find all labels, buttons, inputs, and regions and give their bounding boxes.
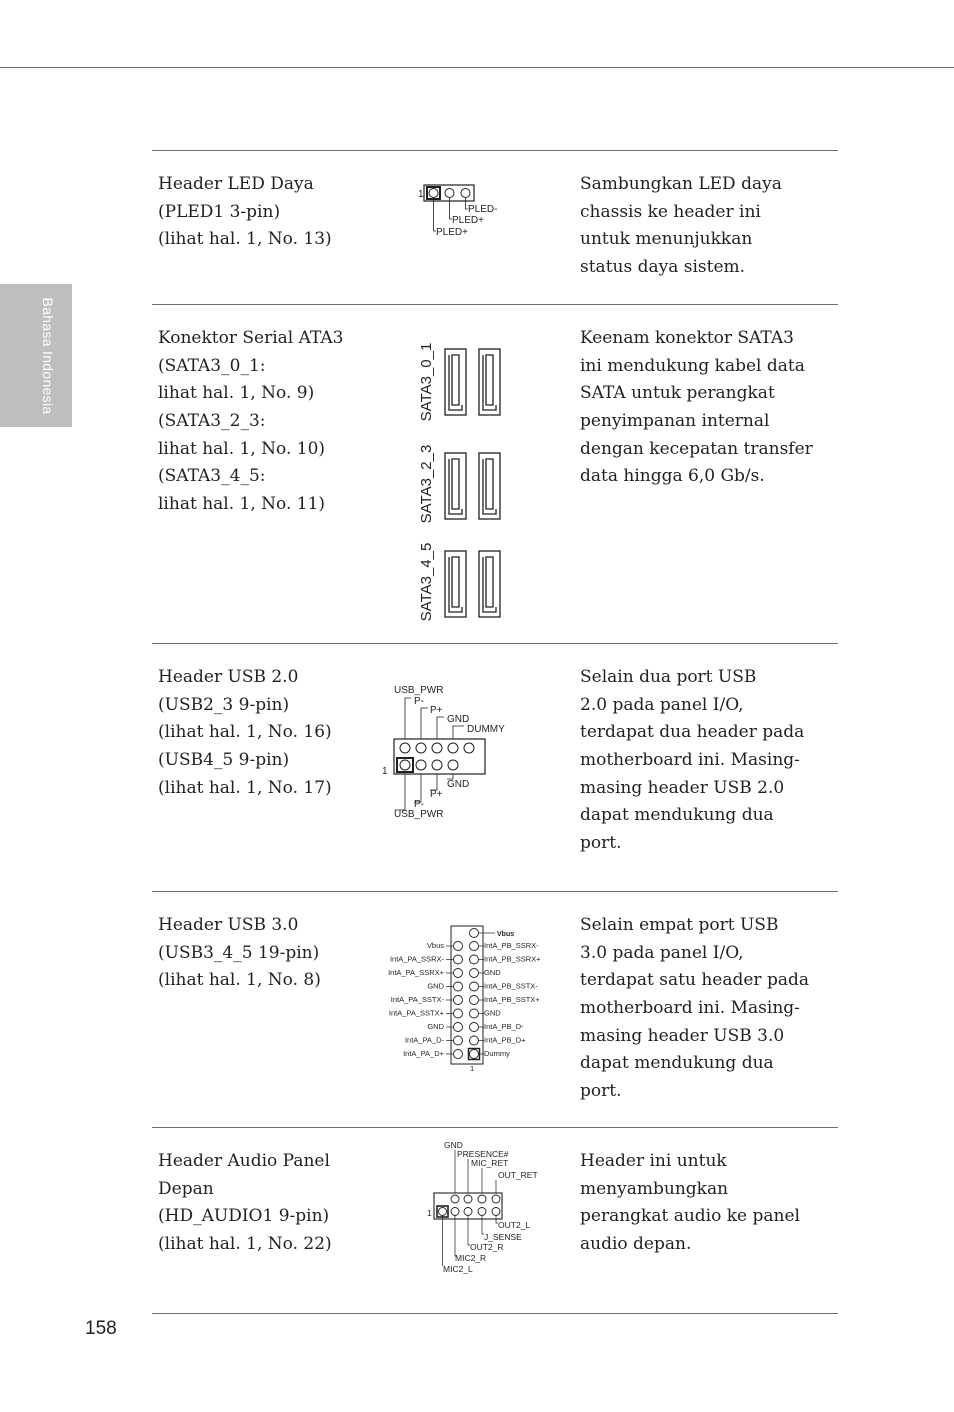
audio-diagram xyxy=(424,1136,544,1276)
pled-plus-label: PLED+ xyxy=(452,215,484,226)
usb2-description: Selain dua port USB 2.0 pada panel I/O, terdapat dua header pada motherboard ini. Masing- masing header USB 2.0 dapat mendukung dua port. xyxy=(580,667,805,854)
page-number: 158 xyxy=(85,1318,117,1339)
side-tab xyxy=(0,284,72,427)
p-plus-top-label: P+ xyxy=(430,705,443,716)
mic2-l-label: MIC2_L xyxy=(443,1264,473,1274)
p-minus-top-label: P- xyxy=(414,696,424,707)
usb3-left-pin-label: GND xyxy=(427,1022,444,1031)
audio-title: Header Audio Panel Depan (HD_AUDIO1 9-pin) (lihat hal. 1, No. 22) xyxy=(158,1151,332,1255)
sata3-2-3-label: SATA3_2_3 xyxy=(418,444,435,524)
usb2-diagram xyxy=(378,680,518,825)
side-tab-label: Bahasa Indonesia xyxy=(40,297,56,415)
usb3-right-pin-label: Dummy xyxy=(484,1049,510,1058)
sata-port-group xyxy=(445,453,500,519)
dummy-top-label: DUMMY xyxy=(467,724,505,735)
usb3-right-pin-label: IntA_PB_D- xyxy=(484,1022,524,1031)
sata-diagram xyxy=(412,334,512,634)
sata-port-group xyxy=(445,551,500,617)
p-minus-bottom-label: P- xyxy=(414,799,424,810)
pin1-label: 1 xyxy=(382,766,388,777)
usb3-right-pin-label: IntA_PB_SSRX+ xyxy=(484,954,541,964)
mic2-r-label: MIC2_R xyxy=(455,1253,487,1263)
usb3-description: Selain empat port USB 3.0 pada panel I/O, terdapat satu header pada motherboard ini. Masing- masing header USB 3.0 dapat mendukung dua port. xyxy=(580,915,809,1102)
j-sense-label: J_SENSE xyxy=(484,1232,522,1242)
usb3-title: Header USB 3.0 (USB3_4_5 19-pin) (lihat hal. 1, No. 8) xyxy=(158,915,321,991)
usb3-right-pin-label: IntA_PB_SSTX- xyxy=(484,981,538,991)
top-rule xyxy=(0,67,954,68)
usb3-left-pin-label: IntA_PA_SSTX- xyxy=(390,995,444,1004)
row-divider xyxy=(152,1313,838,1314)
usb-pwr-top-label: USB_PWR xyxy=(394,685,444,696)
pled-minus-label: PLED- xyxy=(468,204,498,215)
usb3-diagram xyxy=(376,922,556,1074)
usb3-left-pin-label: IntA_PA_SSRX- xyxy=(389,954,444,964)
out2-r-label: OUT2_R xyxy=(470,1242,504,1252)
row-divider xyxy=(152,304,838,305)
usb3-right-pin-label: IntA_PB_SSTX+ xyxy=(484,995,540,1004)
sata-description: Keenam konektor SATA3 ini mendukung kabel data SATA untuk perangkat penyimpanan internal dengan kecepatan transfer data hingga 6,0 Gb/s. xyxy=(580,328,813,487)
usb3-left-pin-label: Vbus xyxy=(426,941,444,950)
pin1-label: 1 xyxy=(418,189,424,200)
mic-ret-label: MIC_RET xyxy=(471,1158,509,1168)
sata3-4-5-label: SATA3_4_5 xyxy=(418,542,435,622)
row-divider xyxy=(152,150,838,151)
usb3-right-pin-label: IntA_PB_D+ xyxy=(484,1035,526,1045)
usb3-left-pin-label: IntA_PA_D- xyxy=(404,1035,444,1045)
row-divider xyxy=(152,1127,838,1128)
usb3-left-pin-label: IntA_PA_D+ xyxy=(403,1049,444,1058)
usb3-left-pin-label: IntA_PA_SSRX+ xyxy=(388,968,444,977)
presence-label: PRESENCE# xyxy=(457,1149,509,1159)
usb3-right-pin-label: IntA_PB_SSRX- xyxy=(484,941,539,950)
sata3-0-1-label: SATA3_0_1 xyxy=(418,342,435,422)
out-ret-label: OUT_RET xyxy=(498,1170,538,1180)
usb-pwr-bottom-label: USB_PWR xyxy=(394,809,444,820)
usb3-right-pin-label: GND xyxy=(484,1008,501,1018)
usb2-title: Header USB 2.0 (USB2_3 9-pin) (lihat hal. 1, No. 16) (USB4_5 9-pin) (lihat hal. 1, No. 17) xyxy=(158,667,332,798)
row-divider xyxy=(152,891,838,892)
row-divider xyxy=(152,643,838,644)
pled-title: Header LED Daya (PLED1 3-pin) (lihat hal. 1, No. 13) xyxy=(158,174,332,250)
p-plus-bottom-label: P+ xyxy=(430,789,443,800)
gnd-top-label: GND xyxy=(447,714,470,725)
usb3-left-pin-label: GND xyxy=(427,981,444,991)
sata-title: Konektor Serial ATA3 (SATA3_0_1: lihat hal. 1, No. 9) (SATA3_2_3: lihat hal. 1, No. 10) (SATA3_4_5: lihat hal. 1, No. 11) xyxy=(158,328,344,515)
vbus-top-label: Vbus xyxy=(497,931,515,938)
pin1-label: 1 xyxy=(470,1064,475,1073)
gnd-label: GND xyxy=(444,1140,463,1150)
pled-plus-label: PLED+ xyxy=(436,227,468,238)
sata-port-group xyxy=(445,349,500,415)
audio-description: Header ini untuk menyambungkan perangkat audio ke panel audio depan. xyxy=(580,1151,800,1255)
gnd-bottom-label: GND xyxy=(447,779,470,790)
usb3-left-pin-label: IntA_PA_SSTX+ xyxy=(388,1008,444,1018)
pled-description: Sambungkan LED daya chassis ke header ini untuk menunjukkan status daya sistem. xyxy=(580,174,782,278)
pled-diagram xyxy=(410,180,520,242)
pin1-label: 1 xyxy=(427,1208,432,1218)
out2-l-label: OUT2_L xyxy=(498,1220,531,1230)
usb3-right-pin-label: GND xyxy=(484,968,501,977)
